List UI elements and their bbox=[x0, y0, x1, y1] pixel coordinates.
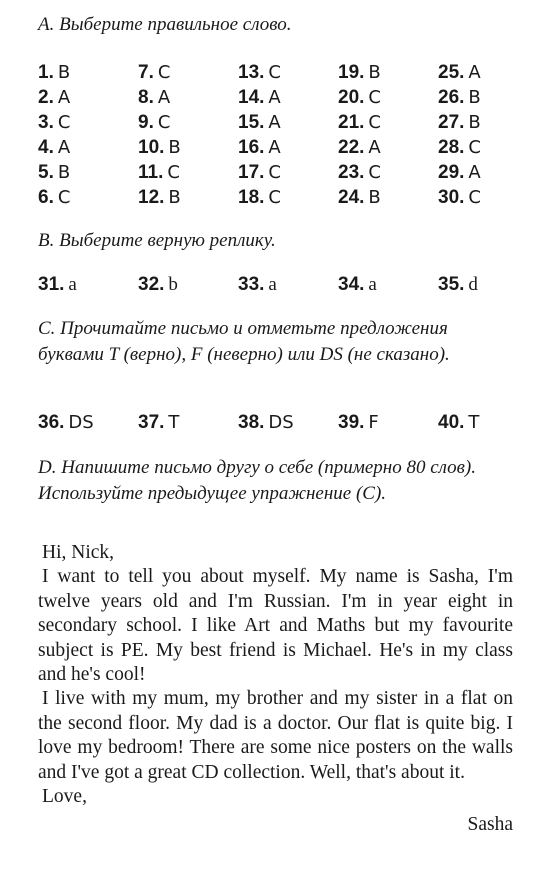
answer-item bbox=[238, 85, 338, 110]
answer-item bbox=[338, 410, 438, 435]
answer-item bbox=[38, 185, 138, 210]
answer-item bbox=[138, 185, 238, 210]
answer-item bbox=[138, 160, 238, 185]
answer-item bbox=[338, 160, 438, 185]
answer-item bbox=[238, 160, 338, 185]
answer-value: C bbox=[167, 162, 180, 183]
answer-value: C bbox=[157, 62, 171, 83]
answer-number: 10. bbox=[138, 137, 165, 158]
answer-value: C bbox=[268, 162, 281, 183]
answer-value: A bbox=[468, 62, 481, 83]
answer-number: 20. bbox=[338, 87, 365, 108]
answer-number: 31. bbox=[38, 274, 65, 295]
answer-value: B bbox=[168, 137, 181, 158]
answer-value: C bbox=[57, 112, 71, 133]
answer-value: A bbox=[268, 137, 281, 158]
answer-value: B bbox=[368, 187, 381, 208]
answer-value: a bbox=[68, 274, 77, 295]
answer-number: 15. bbox=[238, 112, 265, 133]
answer-item bbox=[338, 60, 438, 85]
answer-value: C bbox=[157, 112, 171, 133]
answer-value: C bbox=[368, 112, 381, 133]
answer-value: C bbox=[268, 187, 281, 208]
answer-value: A bbox=[268, 112, 281, 133]
answer-value: b bbox=[168, 274, 178, 295]
answer-item bbox=[438, 60, 538, 85]
answer-item bbox=[438, 160, 538, 185]
letter-closing: Love, bbox=[42, 786, 87, 808]
answer-item bbox=[438, 272, 538, 297]
section-b-heading: B. Выберите верную реплику. bbox=[38, 230, 276, 251]
answer-value: A bbox=[57, 87, 71, 108]
answer-number: 7. bbox=[138, 62, 154, 83]
answer-number: 13. bbox=[238, 62, 265, 83]
answer-number: 12. bbox=[138, 187, 165, 208]
answer-item bbox=[338, 135, 438, 160]
answer-item bbox=[238, 410, 338, 435]
answer-number: 38. bbox=[238, 412, 265, 433]
answer-number: 3. bbox=[38, 112, 54, 133]
answer-item bbox=[438, 85, 538, 110]
answer-number: 19. bbox=[338, 62, 365, 83]
answer-value: T bbox=[468, 412, 480, 433]
answer-item bbox=[338, 85, 438, 110]
answer-value: A bbox=[57, 137, 71, 158]
answer-item bbox=[38, 160, 138, 185]
answer-number: 26. bbox=[438, 87, 465, 108]
answer-value: a bbox=[268, 274, 277, 295]
letter-signature: Sasha bbox=[467, 814, 513, 836]
answer-number: 27. bbox=[438, 112, 465, 133]
answer-value: A bbox=[368, 137, 381, 158]
answer-number: 14. bbox=[238, 87, 265, 108]
answer-value: A bbox=[468, 162, 481, 183]
answer-value: B bbox=[57, 62, 71, 83]
answer-item bbox=[338, 272, 438, 297]
letter-paragraph-2: I live with my mum, my brother and my sister in a flat on the second floor. My dad is a doctor. Our flat is quite big. I love my bedroom! There are some nice posters on the walls and I've got a great CD collection. Well, that's about it. bbox=[38, 688, 513, 783]
answer-value: F bbox=[368, 412, 379, 433]
answer-number: 4. bbox=[38, 137, 54, 158]
answer-value: B bbox=[468, 112, 481, 133]
answer-item bbox=[138, 110, 238, 135]
answer-number: 1. bbox=[38, 62, 54, 83]
answer-number: 33. bbox=[238, 274, 265, 295]
answer-number: 8. bbox=[138, 87, 154, 108]
answer-number: 18. bbox=[238, 187, 265, 208]
answer-item bbox=[238, 272, 338, 297]
answer-item bbox=[38, 60, 138, 85]
answer-item bbox=[438, 185, 538, 210]
answer-number: 39. bbox=[338, 412, 365, 433]
section-a-answers bbox=[38, 60, 508, 210]
answer-value: T bbox=[168, 412, 180, 433]
answer-item bbox=[138, 410, 238, 435]
answer-number: 2. bbox=[38, 87, 54, 108]
answer-number: 30. bbox=[438, 187, 465, 208]
answer-value: C bbox=[468, 187, 481, 208]
answer-item bbox=[238, 135, 338, 160]
answer-item bbox=[38, 110, 138, 135]
answer-number: 34. bbox=[338, 274, 365, 295]
answer-item bbox=[438, 135, 538, 160]
answer-number: 36. bbox=[38, 412, 65, 433]
answer-item bbox=[38, 135, 138, 160]
answer-value: A bbox=[157, 87, 171, 108]
answer-number: 21. bbox=[338, 112, 365, 133]
answer-item bbox=[38, 410, 138, 435]
answer-number: 32. bbox=[138, 274, 165, 295]
section-b-answers bbox=[38, 272, 508, 297]
answer-item bbox=[238, 110, 338, 135]
answer-item bbox=[238, 185, 338, 210]
answer-value: a bbox=[368, 274, 377, 295]
answer-value: B bbox=[368, 62, 381, 83]
section-c-heading: C. Прочитайте письмо и отметьте предложения буквами T (верно), F (неверно) или DS (не сказано). bbox=[38, 318, 450, 365]
answer-number: 28. bbox=[438, 137, 465, 158]
answer-number: 6. bbox=[38, 187, 54, 208]
answer-value: A bbox=[268, 87, 281, 108]
answer-value: B bbox=[468, 87, 481, 108]
answer-item bbox=[138, 85, 238, 110]
section-c-answers bbox=[38, 410, 508, 435]
answer-number: 9. bbox=[138, 112, 154, 133]
answer-number: 17. bbox=[238, 162, 265, 183]
answer-value: B bbox=[168, 187, 181, 208]
answer-item bbox=[238, 60, 338, 85]
answer-item bbox=[38, 272, 138, 297]
answer-value: C bbox=[57, 187, 71, 208]
answer-value: C bbox=[368, 162, 381, 183]
answer-value: B bbox=[57, 162, 71, 183]
answer-number: 11. bbox=[138, 162, 164, 183]
answer-value: DS bbox=[268, 412, 294, 433]
answer-value: d bbox=[468, 274, 478, 295]
section-d-heading: D. Напишите письмо другу о себе (примерно 80 слов). Используйте предыдущее упражнение (C). bbox=[38, 457, 476, 504]
answer-number: 24. bbox=[338, 187, 365, 208]
answer-item bbox=[38, 85, 138, 110]
answer-item bbox=[338, 185, 438, 210]
section-a-heading: A. Выберите правильное слово. bbox=[38, 14, 292, 35]
answer-number: 5. bbox=[38, 162, 54, 183]
answer-number: 37. bbox=[138, 412, 165, 433]
answer-value: C bbox=[468, 137, 481, 158]
answer-number: 16. bbox=[238, 137, 265, 158]
letter-paragraph-1: I want to tell you about myself. My name is Sasha, I'm twelve years old and I'm Russian. I'm in year eight in secondary school. I like Art and Maths but my favourite subject is PE. My best friend is Michael. He's in my class and he's cool! bbox=[38, 566, 513, 686]
answer-number: 25. bbox=[438, 62, 465, 83]
answer-item bbox=[338, 110, 438, 135]
answer-number: 40. bbox=[438, 412, 465, 433]
letter-greeting: Hi, Nick, bbox=[42, 542, 115, 563]
answer-number: 29. bbox=[438, 162, 465, 183]
answer-item bbox=[138, 135, 238, 160]
answer-value: DS bbox=[68, 412, 94, 433]
answer-item bbox=[438, 410, 538, 435]
answer-item bbox=[438, 110, 538, 135]
answer-number: 35. bbox=[438, 274, 465, 295]
answer-item bbox=[138, 272, 238, 297]
answer-number: 23. bbox=[338, 162, 365, 183]
answer-value: C bbox=[368, 87, 381, 108]
answer-value: C bbox=[268, 62, 281, 83]
answer-item bbox=[138, 60, 238, 85]
sample-letter bbox=[38, 541, 513, 838]
answer-number: 22. bbox=[338, 137, 365, 158]
